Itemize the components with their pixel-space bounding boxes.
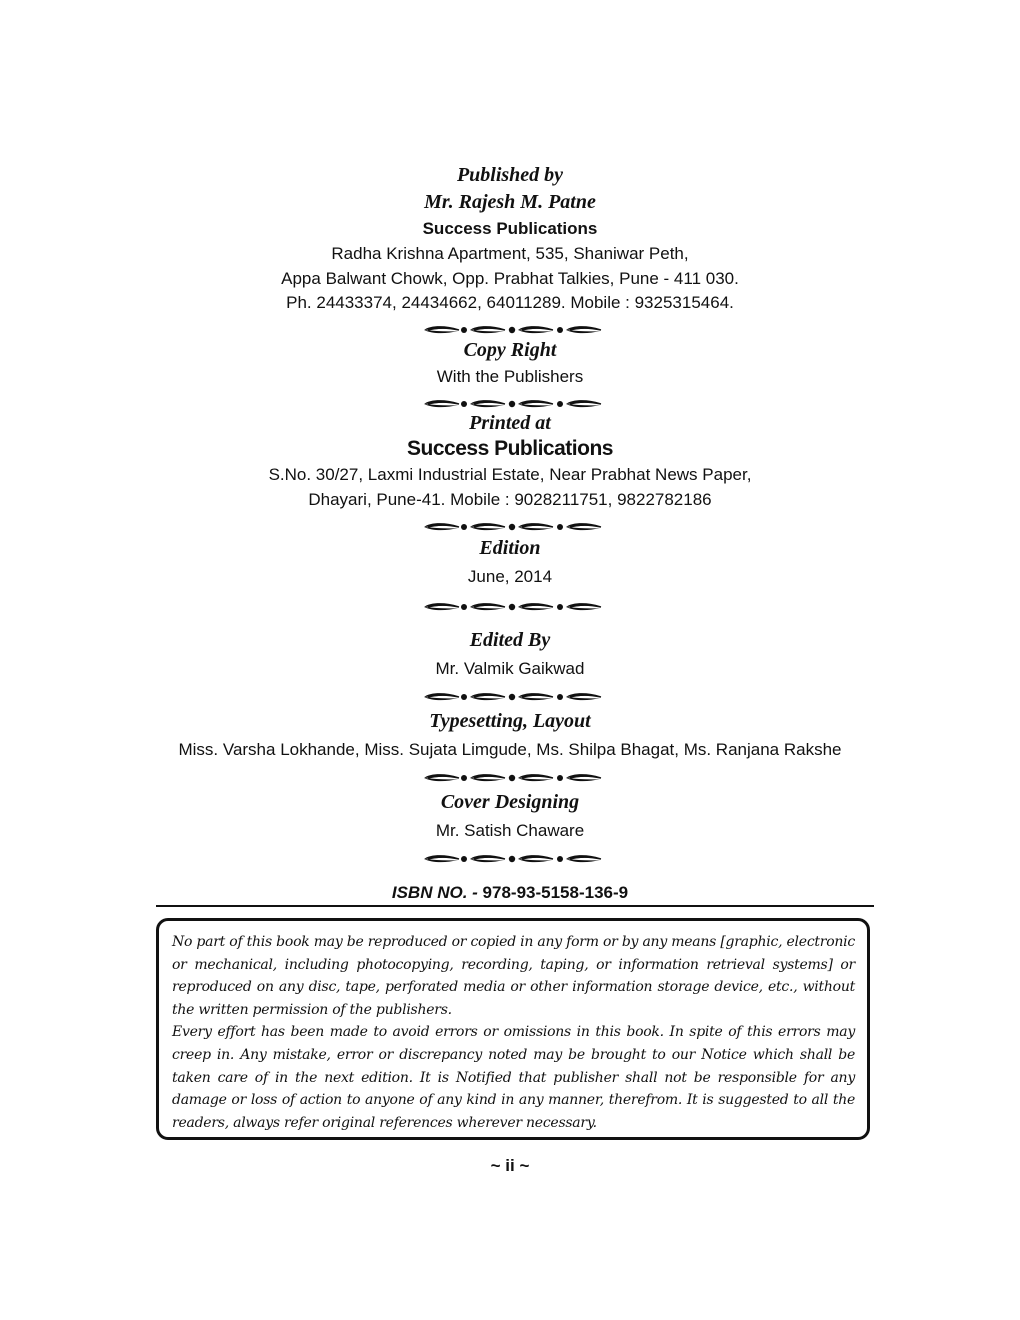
copyright-text: With the Publishers xyxy=(436,367,584,386)
publisher-name: Mr. Rajesh M. Patne xyxy=(424,191,596,213)
isbn-label: ISBN NO. - xyxy=(391,883,478,902)
editor-name: Mr. Valmik Gaikwad xyxy=(435,659,585,678)
cover-designer-name: Mr. Satish Chaware xyxy=(435,821,585,840)
edited-by-heading: Edited By xyxy=(469,629,551,651)
disclaimer-paragraph-copying: No part of this book may be reproduced or copied in any form or by any means [graphic, electronic or mechanical, including photocopying, recording, taping, or information retrieval systems] or reproduced on any disc, tape, perforated media or other information storage device, etc., without the written permission of the publishers. xyxy=(172,934,855,1018)
leaf-vine-divider-icon xyxy=(424,772,604,784)
published-by-heading: Published by xyxy=(456,164,564,186)
publisher-address-line1: Radha Krishna Apartment, 535, Shaniwar Peth, xyxy=(331,244,689,263)
disclaimer-box xyxy=(156,918,870,1140)
publisher-company: Success Publications xyxy=(422,219,598,238)
publisher-address-line2: Appa Balwant Chowk, Opp. Prabhat Talkies, Pune - 411 030. xyxy=(281,269,739,288)
edition-text: June, 2014 xyxy=(467,567,553,586)
isbn-line xyxy=(0,883,1020,903)
disclaimer-paragraph-errors: Every effort has been made to avoid errors or omissions in this book. In spite of this errors may creep in. Any mistake, error or discrepancy noted may be brought to our Notice which shall be taken care of in the next edition. It is Notified that publisher shall not be responsible for any damage or loss of action to anyone of any kind in any manner, therefrom. It is suggested to all the readers, always refer original references wherever necessary. xyxy=(172,1024,855,1131)
isbn-value: 978-93-5158-136-9 xyxy=(477,883,629,902)
typesetting-names: Miss. Varsha Lokhande, Miss. Sujata Limgude, Ms. Shilpa Bhagat, Ms. Ranjana Rakshe xyxy=(178,740,842,759)
leaf-vine-divider-icon xyxy=(424,853,604,865)
cover-designing-heading: Cover Designing xyxy=(440,791,580,813)
leaf-vine-divider-icon xyxy=(424,521,604,533)
page-number: ~ ii ~ xyxy=(490,1156,530,1175)
publisher-phone: Ph. 24433374, 24434662, 64011289. Mobile : 9325315464. xyxy=(286,293,734,312)
leaf-vine-divider-icon xyxy=(424,398,604,410)
typesetting-heading: Typesetting, Layout xyxy=(429,710,591,732)
edition-heading: Edition xyxy=(479,537,541,559)
printed-at-heading: Printed at xyxy=(469,412,551,434)
printer-address-line2: Dhayari, Pune-41. Mobile : 9028211751, 9822782186 xyxy=(308,490,712,509)
horizontal-rule xyxy=(156,905,874,907)
copyright-heading: Copy Right xyxy=(463,339,557,361)
printer-company: Success Publications xyxy=(407,437,613,460)
leaf-vine-divider-icon xyxy=(424,691,604,703)
leaf-vine-divider-icon xyxy=(424,324,604,336)
printer-address-line1: S.No. 30/27, Laxmi Industrial Estate, Near Prabhat News Paper, xyxy=(268,465,752,484)
leaf-vine-divider-icon xyxy=(424,601,604,613)
